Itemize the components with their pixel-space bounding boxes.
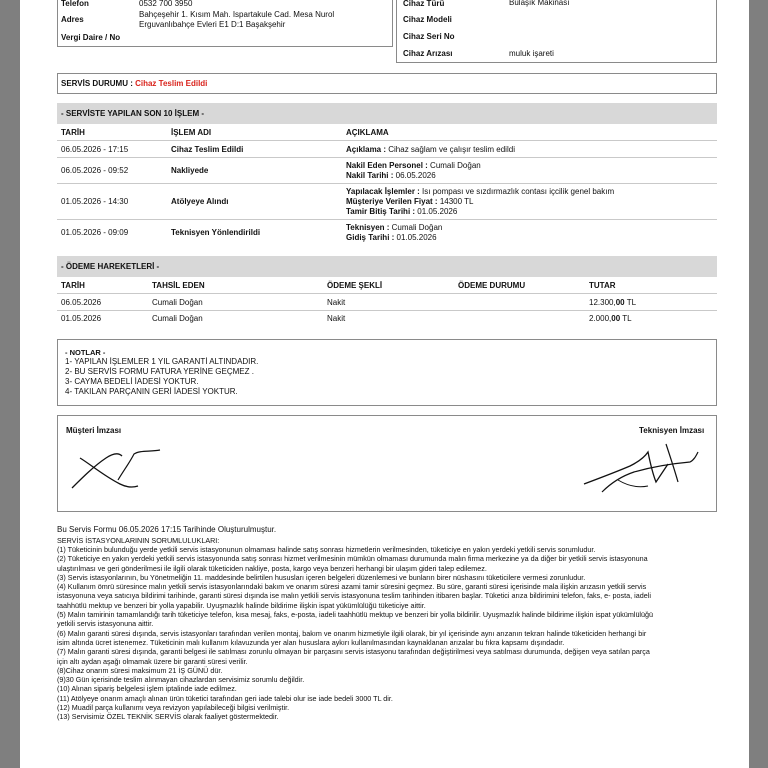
responsibility-line: yetkili servis istasyonuna aittir. (57, 619, 154, 629)
service-status-label: SERVİS DURUMU : (61, 79, 133, 88)
phone-value: 0532 700 3950 (139, 0, 193, 8)
payment-amount (589, 298, 636, 307)
address-line-1: Bahçeşehir 1. Kısım Mah. Ispartakule Cad. Mesa Nurol (139, 10, 335, 19)
device-type-value: Bulaşık Makinası (509, 0, 570, 7)
payment-amount-main: 12.300, (589, 298, 616, 307)
divider (57, 293, 717, 294)
divider (57, 183, 717, 184)
address-line-2: Erguvanlıbahçe Evleri E1 D:1 Başakşehir (139, 20, 286, 29)
responsibility-line: (5) Malın tamirinin tamamlandığı tarih tüketiciye telefon, kısa mesaj, faks, e-posta, iadeli taahhütlü mektup ve benzeri bir yolla bildirilir. Uyuşmazlık halinde bildirime ilişkin ispat yükümlülüğü (57, 610, 654, 620)
operation-desc-value: 06.05.2026 (393, 171, 436, 180)
responsibility-line: (8)Cihaz onarım süresi maksimum 21 İŞ GÜNÜ dür. (57, 665, 223, 675)
payment-collector: Cumali Doğan (152, 298, 203, 307)
operation-desc-value: 01.05.2026 (394, 233, 437, 242)
operation-desc-line (346, 233, 437, 242)
divider (57, 157, 717, 158)
note-item: 3- CAYMA BEDELİ İADESİ YOKTUR. (65, 377, 199, 386)
tax-label: Vergi Daire / No (61, 33, 121, 42)
device-fault-label: Cihaz Arızası (403, 49, 453, 58)
payments-title: - ÖDEME HAREKETLERİ - (61, 262, 160, 271)
responsibility-line: taahhütlü mektup ve benzeri bir yolla yapabilir. Uyuşmazlık halinde bildirime ilişkin ispat yükümlülüğü tüketiciye aittir. (57, 600, 426, 610)
operations-col-desc: AÇIKLAMA (346, 128, 389, 137)
payment-date: 01.05.2026 (61, 314, 102, 323)
service-status (61, 79, 207, 88)
note-item: 1- YAPILAN İŞLEMLER 1 YIL GARANTİ ALTINDADIR. (65, 357, 259, 366)
creation-note: Bu Servis Formu 06.05.2026 17:15 Tarihinde Oluşturulmuştur. (57, 525, 277, 534)
responsibility-line: (10) Alınan sipariş belgelesi işlem iptalinde iade edilmez. (57, 684, 237, 694)
operation-desc-label: Nakil Tarihi : (346, 171, 394, 180)
responsibility-line: (13) Servisimiz ÖZEL TEKNİK SERVİS olarak faaliyet göstermektedir. (57, 712, 279, 722)
operation-date: 01.05.2026 - 09:09 (61, 228, 129, 237)
payment-date: 06.05.2026 (61, 298, 102, 307)
operation-desc-line (346, 223, 442, 232)
payment-amount (589, 314, 632, 323)
operation-desc-line (346, 145, 515, 154)
operation-desc-label: Müşteriye Verilen Fiyat : (346, 197, 438, 206)
operations-col-date: TARİH (61, 128, 85, 137)
operation-desc-line (346, 197, 473, 206)
operation-date: 06.05.2026 - 17:15 (61, 145, 129, 154)
operation-desc-value: Isı pompası ve sızdırmazlık contası içcilik genel bakım (419, 187, 615, 196)
operation-date: 06.05.2026 - 09:52 (61, 166, 129, 175)
responsibility-line: (6) Malın garanti süresi dışında, servis istasyonları tarafından verilen montaj, bakım ve onarım hizmetiyle ilgili olarak, bir yıl içerisinde aynı arızanın tekrarı halinde tüketiciden herhangi bir (57, 628, 647, 638)
operation-desc-line (346, 171, 436, 180)
device-type-label: Cihaz Türü (403, 0, 445, 8)
payment-amount-decimal: 00 (611, 314, 621, 323)
payments-col-amount: TUTAR (589, 281, 616, 290)
operations-title: - SERVİSTE YAPILAN SON 10 İŞLEM - (61, 109, 204, 118)
payments-col-collector: TAHSİL EDEN (152, 281, 205, 290)
service-status-value: Cihaz Teslim Edildi (135, 79, 208, 88)
responsibility-line: için altı aydan aşağı olmamak üzere bir garanti süresi verilir. (57, 656, 248, 666)
divider (57, 219, 717, 220)
payment-collector: Cumali Doğan (152, 314, 203, 323)
phone-label: Telefon (61, 0, 89, 8)
operation-desc-label: Açıklama : (346, 145, 387, 154)
responsibility-line: (9)30 Gün içerisinde teslim alınmayan cihazlardan servisimiz sorumlu değildir. (57, 675, 305, 685)
responsibility-line: (3) Servis istasyonlarının, bu Yönetmeliğin 11. maddesinde belirtilen hususları içeren belgeleri düzenlemesi ve bunların birer nüshasını tüketicilere vermesi zorunludur. (57, 572, 586, 582)
customer-signature-image (60, 440, 170, 500)
payment-amount-currency: TL (624, 298, 637, 307)
responsibility-line: (7) Malın garanti süresi dışında, garanti belgesi ile satılması zorunlu olmayan bir parçasını servis istasyonu tarafından değiştirilmesi veya satılması durumunda, değişen veya satılan parça (57, 647, 650, 657)
payment-method: Nakit (327, 314, 346, 323)
operation-desc-label: Tamir Bitiş Tarihi : (346, 207, 416, 216)
notes-title: - NOTLAR - (65, 348, 106, 357)
operations-col-name: İŞLEM ADI (171, 128, 212, 137)
operation-name: Cihaz Teslim Edildi (171, 145, 244, 154)
operation-desc-line (346, 161, 481, 170)
responsibility-line: (11) Atölyeye onarım amaçlı alınan ürün tüketici tarafından geri iade talebi olur ise iade bedeli 3000 TL dir. (57, 693, 393, 703)
operation-name: Nakliyede (171, 166, 209, 175)
responsibility-line: (12) Muadil parça kullanımı veya revizyon yapılabileceği bilgisi verilmiştir. (57, 703, 290, 713)
operation-desc-value: Cumali Doğan (389, 223, 443, 232)
payments-col-status: ÖDEME DURUMU (458, 281, 526, 290)
operation-desc-value: 01.05.2026 (415, 207, 458, 216)
divider (57, 310, 717, 311)
divider (57, 140, 717, 141)
operation-desc-label: Yapılacak İşlemler : (346, 187, 420, 196)
service-form-page (20, 0, 749, 768)
responsibility-line: (2) Tüketiciye en yakın yerdeki yetkili servis istasyonunda satış sonrası hizmet verilmesinin mümkün olmaması durumunda malın firma merkezine ya da diğer bir yetkili servis istasyonuna (57, 554, 648, 564)
payment-method: Nakit (327, 298, 346, 307)
payment-amount-decimal: 00 (615, 298, 625, 307)
operation-date: 01.05.2026 - 14:30 (61, 197, 129, 206)
operation-desc-label: Teknisyen : (346, 223, 390, 232)
payment-amount-main: 2.000, (589, 314, 612, 323)
device-fault-value: muluk işareti (509, 49, 554, 58)
technician-signature-label: Teknisyen İmzası (639, 426, 705, 435)
operation-name: Atölyeye Alındı (171, 197, 229, 206)
payment-amount-currency: TL (620, 314, 632, 323)
operation-desc-line (346, 207, 457, 216)
responsibility-line: (1) Tüketicinin bulunduğu yerde yetkili servis istasyonunun olmaması halinde satış sonrası hizmetlerin verilmesinden, tüketiciye en yakın yerdeki yetkili servis sorumludur. (57, 545, 596, 554)
operation-name: Teknisyen Yönlendirildi (171, 228, 261, 237)
responsibility-line: isim altında ücret istenemez. Tüketicinin malı kullanım kılavuzunda yer alan hususlara aykırı kullanılmasından kaynaklanan arızalar bu fıkra kapsamı dışındadır. (57, 637, 565, 647)
operation-desc-value: Cihaz sağlam ve çalışır teslim edildi (386, 145, 515, 154)
operation-desc-value: 14300 TL (437, 197, 474, 206)
device-serial-label: Cihaz Seri No (403, 32, 455, 41)
operation-desc-label: Nakil Eden Personel : (346, 161, 428, 170)
responsibility-line: (4) Kullanım ömrü süresince malın yetkili servis istasyonlarındaki bakım ve onarım süresi azami tamir süresini geçmez. Bu süre, garanti süresi içerisinde mala ilişkin arızasın yetkili servis (57, 582, 647, 592)
responsibility-line: istasyonuna veya satıcıya bildirimi tarihinde, garanti süresi dışında ise malın yetkili servis istasyonuna teslim tarihinden itibaren başlar. Tüketici arıza bildirimini telefon, faks, e- posta, iadeli (57, 591, 651, 601)
responsibilities-heading: SERVİS İSTASYONLARININ SORUMLULUKLARI: (57, 536, 220, 545)
payments-col-method: ÖDEME ŞEKLİ (327, 281, 383, 290)
operation-desc-value: Cumali Doğan (427, 161, 481, 170)
device-model-label: Cihaz Modeli (403, 15, 452, 24)
customer-signature-label: Müşteri İmzası (66, 426, 122, 435)
address-label: Adres (61, 15, 84, 24)
operation-desc-label: Gidiş Tarihi : (346, 233, 395, 242)
note-item: 4- TAKILAN PARÇANIN GERİ İADESİ YOKTUR. (65, 387, 238, 396)
payments-col-date: TARİH (61, 281, 85, 290)
responsibilities-list (57, 545, 722, 722)
operation-desc-line (346, 187, 614, 196)
technician-signature-image (578, 432, 718, 502)
responsibility-line: ulaştırılması ve geri gönderilmesi ile ilgili olarak tüketiciden nakliye, posta, kargo veya benzeri herhangi bir ulaşım gideri talep edilemez. (57, 563, 487, 573)
note-item: 2- BU SERVİS FORMU FATURA YERİNE GEÇMEZ . (65, 367, 254, 376)
